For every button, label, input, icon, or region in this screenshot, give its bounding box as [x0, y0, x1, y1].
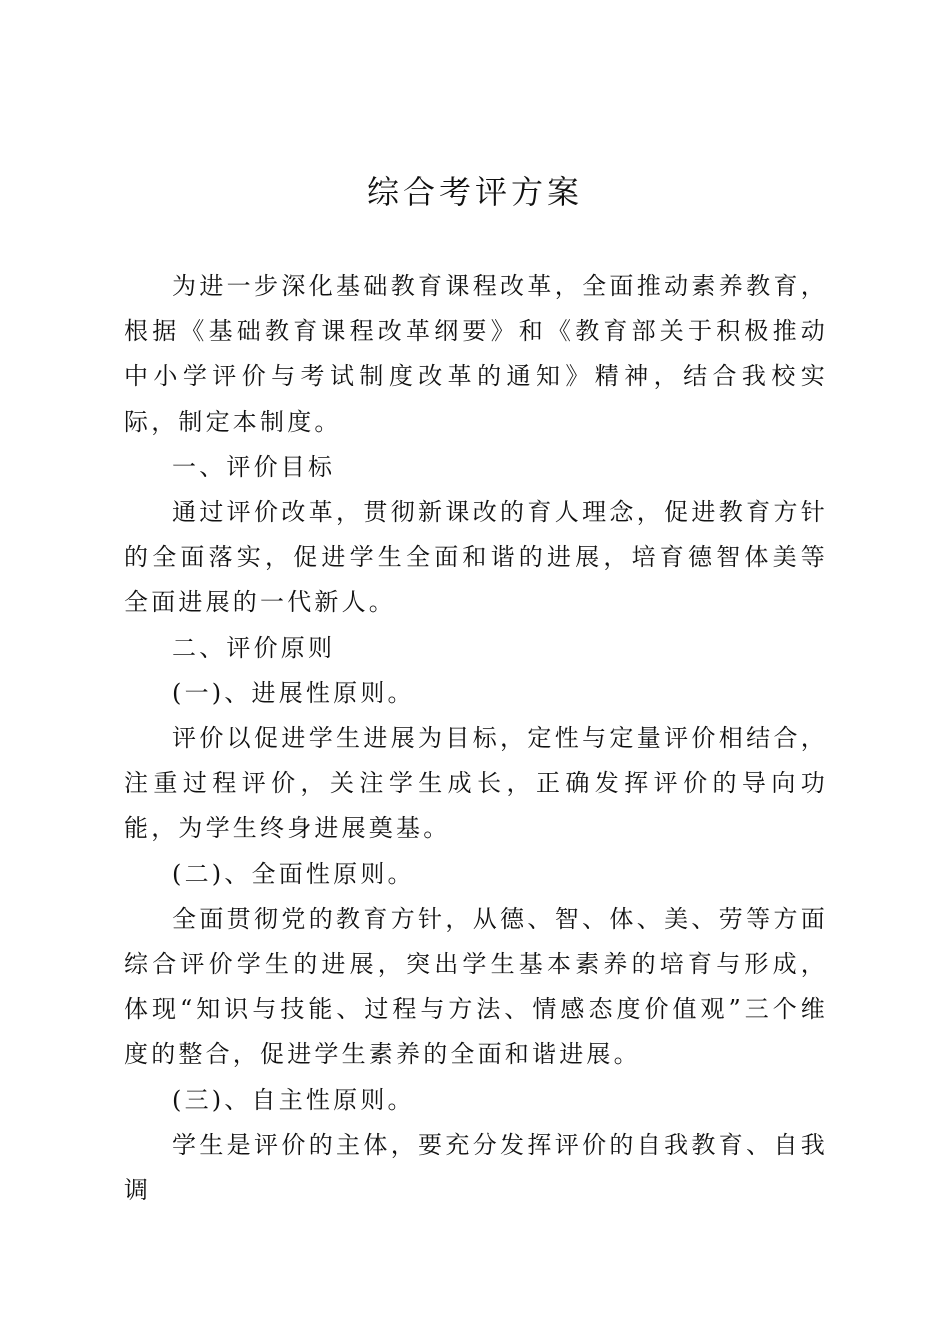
section-heading-goals: 一、评价目标	[172, 452, 336, 481]
subheading-autonomy-principle: (三)、自主性原则。	[172, 1085, 415, 1114]
subheading-development-principle: (一)、进展性原则。	[172, 678, 415, 707]
intro-paragraph: 为进一步深化基础教育课程改革，全面推动素养教育，根据《基础教育课程改革纲要》和《教育部关于积极推动中小学评价与考试制度改革的通知》精神，结合我校实际，制定本制度。	[124, 272, 828, 436]
comprehensive-principle-paragraph: 全面贯彻党的教育方针，从德、智、体、美、劳等方面综合评价学生的进展，突出学生基本素养的培育与形成，体现“知识与技能、过程与方法、情感态度价值观”三个维度的整合，促进学生素养的全面和谐进展。	[124, 904, 828, 1069]
subheading-comprehensive-principle: (二)、全面性原则。	[172, 859, 415, 888]
section-heading-principles: 二、评价原则	[172, 633, 336, 662]
document-body	[124, 264, 828, 1213]
development-principle-paragraph: 评价以促进学生进展为目标，定性与定量评价相结合，注重过程评价，关注学生成长，正确发挥评价的导向功能，为学生终身进展奠基。	[124, 724, 828, 843]
goals-paragraph: 通过评价改革，贯彻新课改的育人理念，促进教育方针的全面落实，促进学生全面和谐的进展，培育德智体美等全面进展的一代新人。	[124, 498, 828, 617]
document-title: 综合考评方案	[366, 173, 583, 211]
autonomy-principle-paragraph: 学生是评价的主体，要充分发挥评价的自我教育、自我调	[124, 1130, 828, 1205]
